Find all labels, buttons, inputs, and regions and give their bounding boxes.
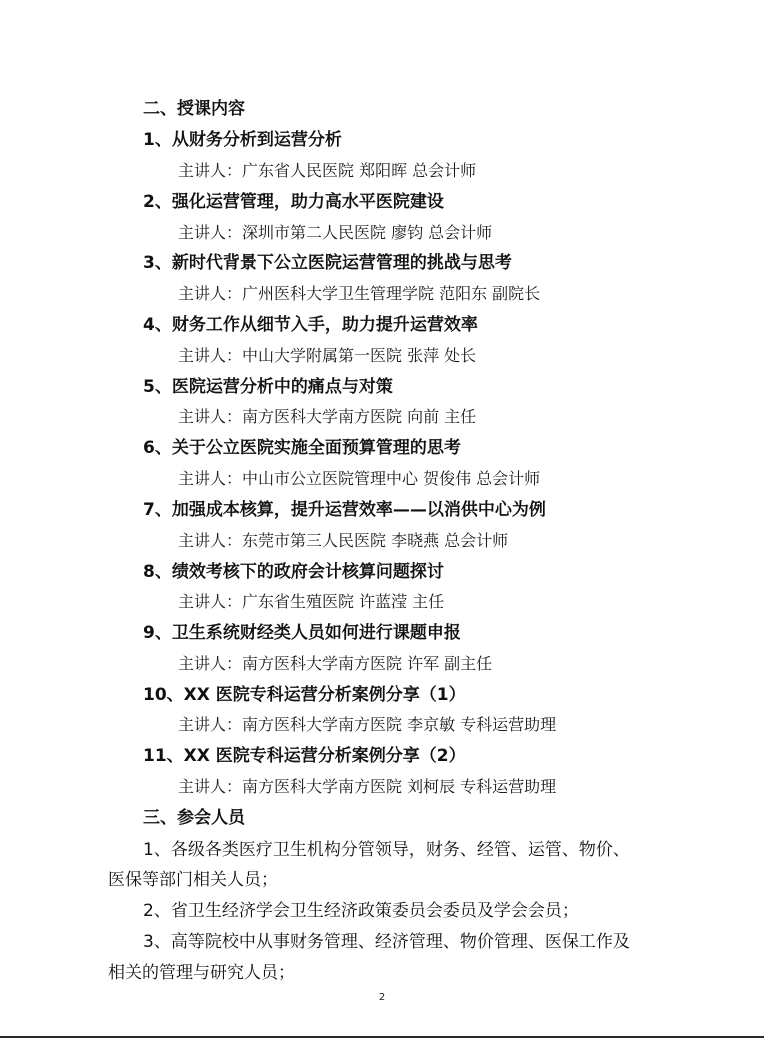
section-heading-attendees: 三、参会人员 (143, 808, 245, 828)
course-speaker: 主讲人：中山市公立医院管理中心 贺俊伟 总会计师 (178, 469, 541, 488)
course-title: 9、卫生系统财经类人员如何进行课题申报 (143, 623, 461, 643)
attendee-paragraph: 2、省卫生经济学会卫生经济政策委员会委员及学会会员； (143, 901, 579, 921)
course-speaker: 主讲人：南方医科大学南方医院 许军 副主任 (178, 654, 493, 673)
course-title: 1、从财务分析到运营分析 (143, 130, 342, 150)
course-title: 11、XX 医院专科运营分析案例分享（2） (143, 746, 466, 766)
course-title: 4、财务工作从细节入手，助力提升运营效率 (143, 315, 478, 335)
course-title: 7、加强成本核算，提升运营效率——以消供中心为例 (143, 500, 546, 520)
course-speaker: 主讲人：中山大学附属第一医院 张萍 处长 (178, 346, 477, 365)
course-speaker: 主讲人：广州医科大学卫生管理学院 范阳东 副院长 (178, 284, 541, 303)
course-speaker: 主讲人：东莞市第三人民医院 李晓燕 总会计师 (178, 531, 509, 550)
course-speaker: 主讲人：南方医科大学南方医院 向前 主任 (178, 407, 477, 426)
attendee-paragraph: 3、高等院校中从事财务管理、经济管理、物价管理、医保工作及 (143, 932, 630, 952)
page-bottom-edge (0, 1036, 764, 1038)
course-speaker: 主讲人：南方医科大学南方医院 刘柯辰 专科运营助理 (178, 777, 557, 796)
course-title: 2、强化运营管理，助力高水平医院建设 (143, 192, 444, 212)
course-title: 5、医院运营分析中的痛点与对策 (143, 377, 393, 397)
course-speaker: 主讲人：广东省人民医院 郑阳晖 总会计师 (178, 161, 477, 180)
attendee-paragraph-continuation: 相关的管理与研究人员； (108, 963, 295, 983)
page-number: 2 (378, 992, 386, 1003)
course-title: 6、关于公立医院实施全面预算管理的思考 (143, 438, 461, 458)
attendee-paragraph-continuation: 医保等部门相关人员； (108, 870, 278, 890)
course-title: 10、XX 医院专科运营分析案例分享（1） (143, 685, 466, 705)
course-speaker: 主讲人：广东省生殖医院 许蓝滢 主任 (178, 592, 445, 611)
course-title: 3、新时代背景下公立医院运营管理的挑战与思考 (143, 253, 512, 273)
attendee-paragraph: 1、各级各类医疗卫生机构分管领导，财务、经管、运管、物价、 (143, 840, 630, 860)
course-speaker: 主讲人：南方医科大学南方医院 李京敏 专科运营助理 (178, 715, 557, 734)
course-title: 8、绩效考核下的政府会计核算问题探讨 (143, 562, 444, 582)
section-heading-course-content: 二、授课内容 (143, 99, 245, 119)
course-speaker: 主讲人：深圳市第二人民医院 廖钧 总会计师 (178, 223, 493, 242)
